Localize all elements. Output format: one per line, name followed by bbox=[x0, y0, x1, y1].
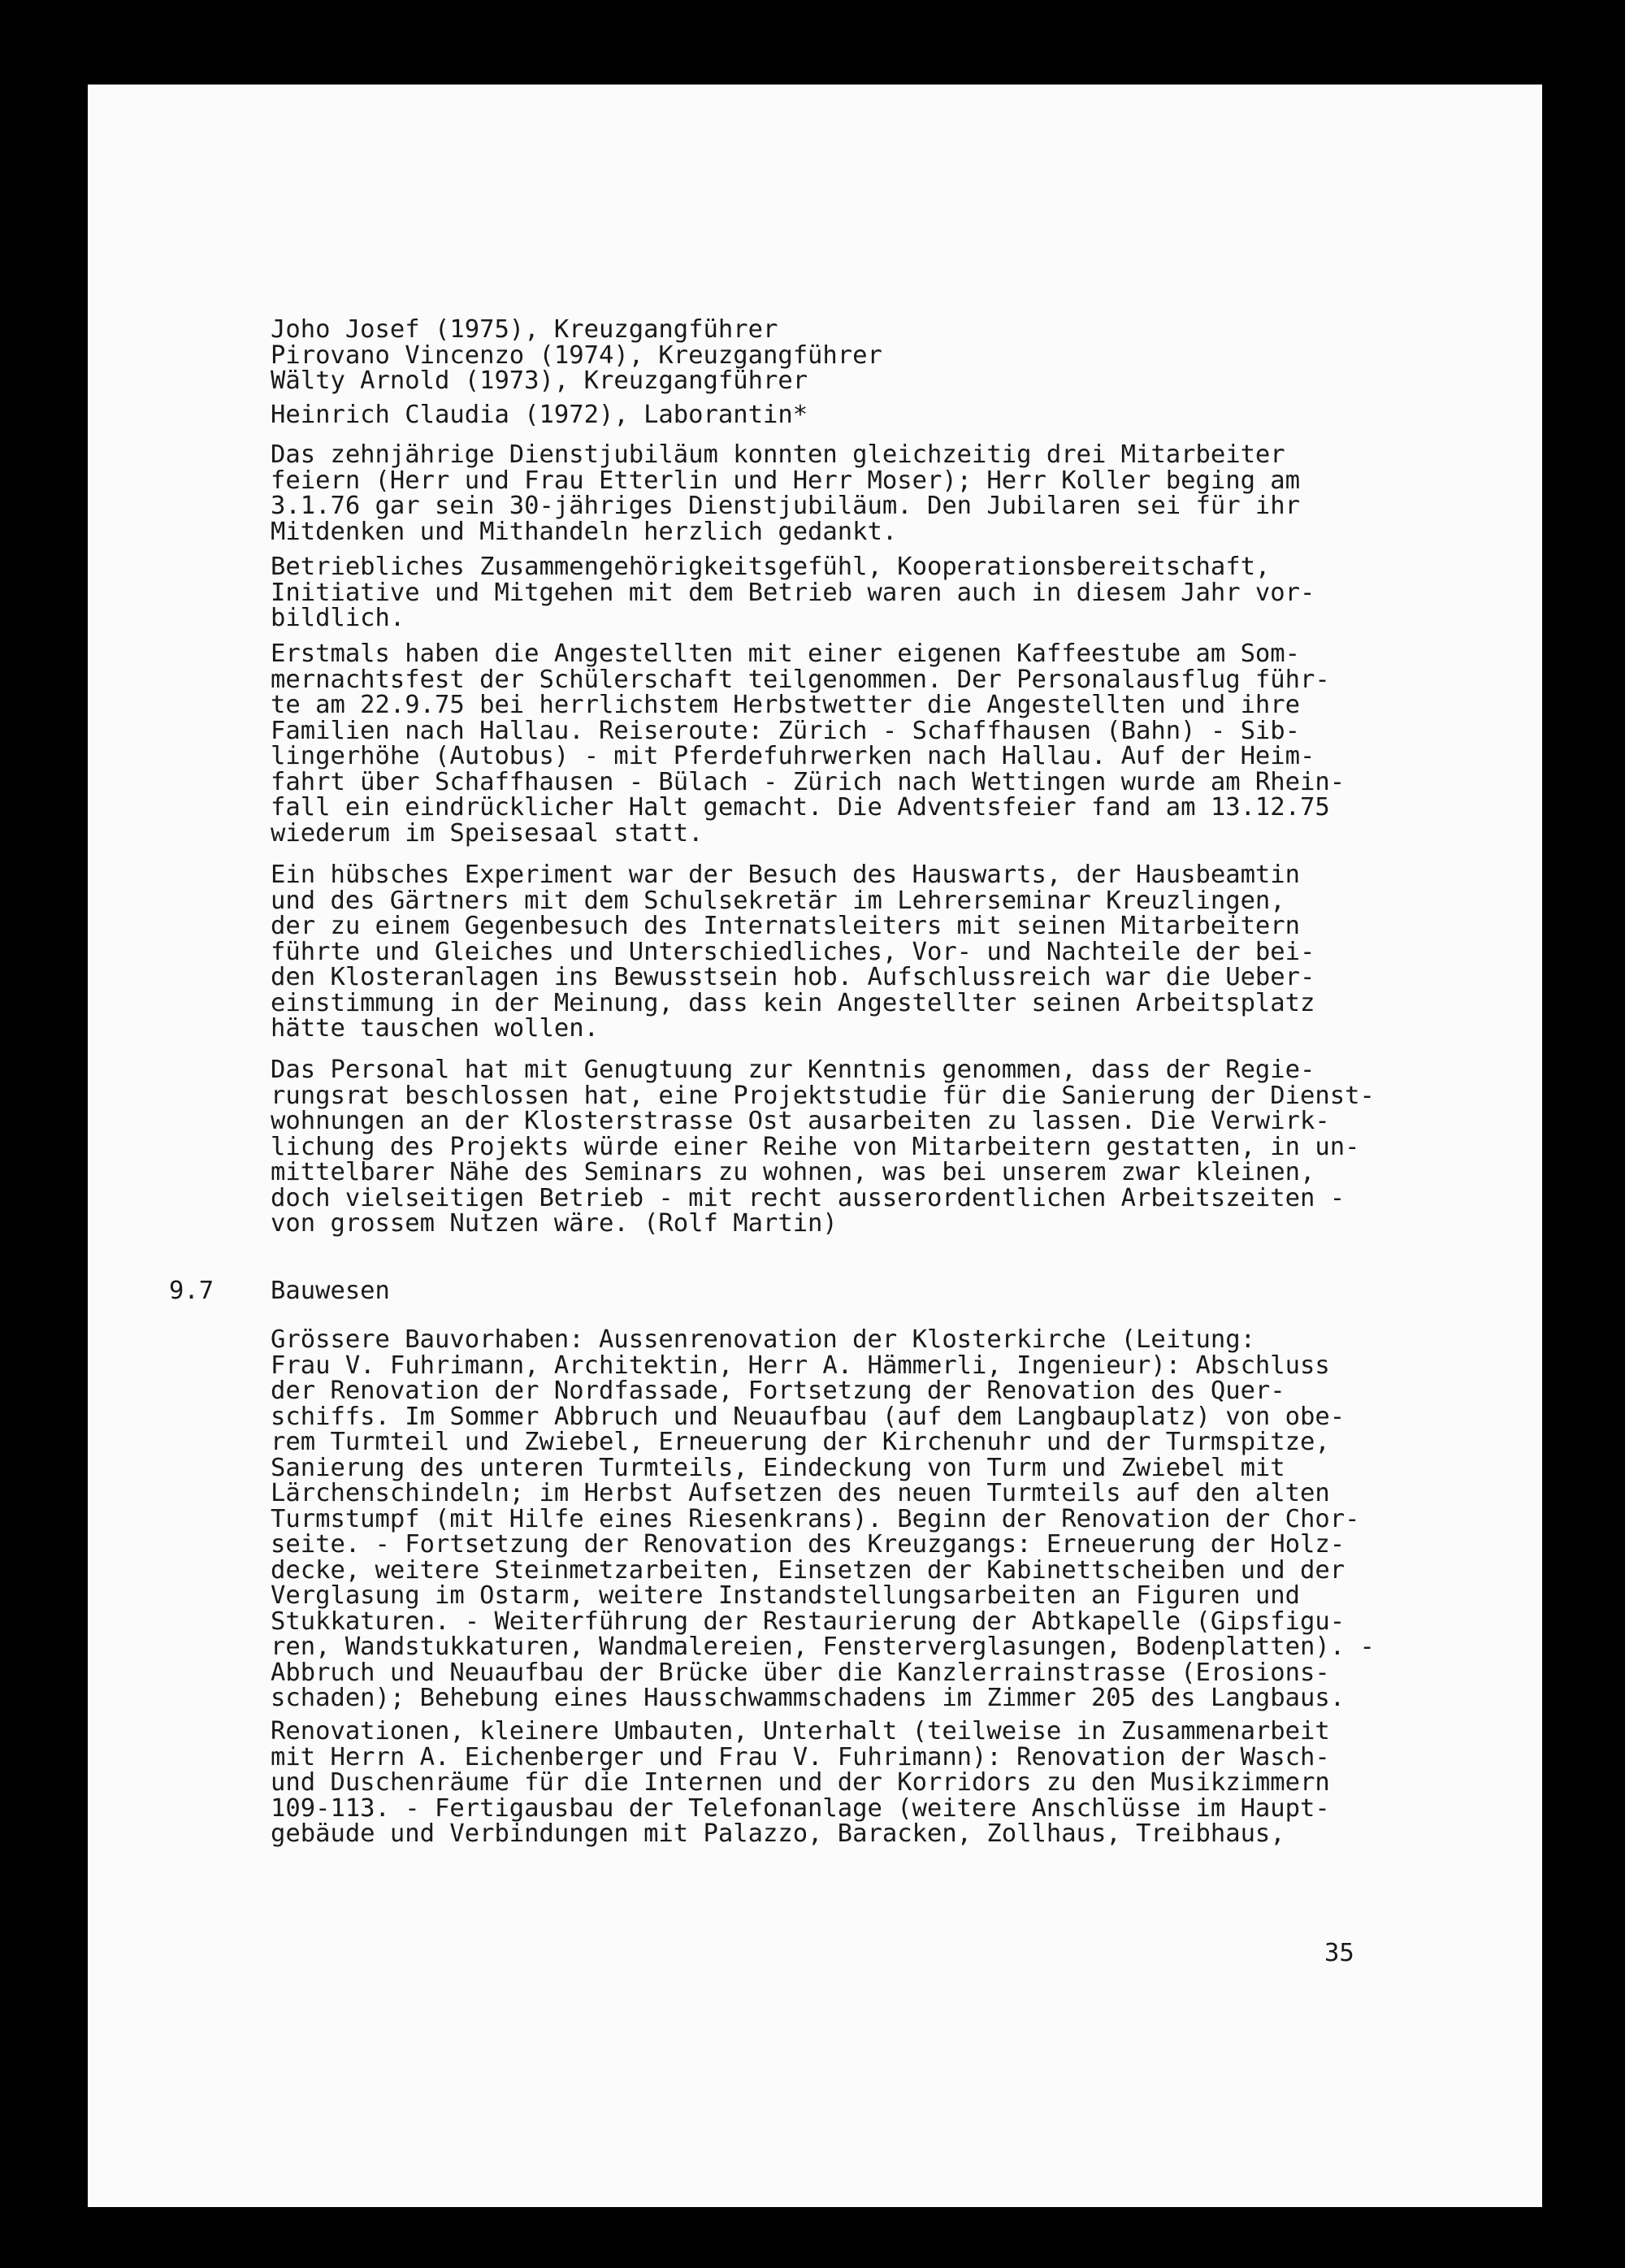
paragraph-line: und des Gärtners mit dem Schulsekretär im Lehrerseminar Kreuzlingen, bbox=[271, 886, 1285, 915]
paragraph-line: rem Turmteil und Zwiebel, Erneuerung der Kirchenuhr und der Turmspitze, bbox=[271, 1428, 1330, 1456]
paragraph-line: Mitdenken und Mithandeln herzlich gedankt. bbox=[271, 517, 898, 546]
paragraph-bauvorhaben bbox=[271, 1327, 1522, 1711]
paragraph-line: der zu einem Gegenbesuch des Internatsleiters mit seinen Mitarbeitern bbox=[271, 912, 1301, 940]
paragraph-line: der Renovation der Nordfassade, Fortsetzung der Renovation des Quer- bbox=[271, 1377, 1285, 1405]
paragraph-line: einstimmung in der Meinung, dass kein Angestellter seinen Arbeitsplatz bbox=[271, 988, 1315, 1017]
paragraph-line: rungsrat beschlossen hat, eine Projektstudie für die Sanierung der Dienst- bbox=[271, 1081, 1375, 1110]
paragraph-line: wohnungen an der Klosterstrasse Ost ausarbeiten zu lassen. Die Verwirk- bbox=[271, 1107, 1330, 1135]
paragraph-line: Das zehnjährige Dienstjubiläum konnten gleichzeitig drei Mitarbeiter bbox=[271, 440, 1285, 469]
staff-line: Pirovano Vincenzo (1974), Kreuzgangführer bbox=[271, 340, 882, 370]
paragraph-line: lichung des Projekts würde einer Reihe von Mitarbeitern gestatten, in un- bbox=[271, 1132, 1360, 1161]
paragraph-line: lingerhöhe (Autobus) - mit Pferdefuhrwerken nach Hallau. Auf der Heim- bbox=[271, 742, 1315, 770]
section-number: 9.7 bbox=[169, 1277, 214, 1305]
page-number: 35 bbox=[1324, 1939, 1354, 1967]
paragraph-line: schiffs. Im Sommer Abbruch und Neuaufbau (auf dem Langbauplatz) von obe- bbox=[271, 1402, 1346, 1431]
paragraph-kaffeestube bbox=[271, 641, 1522, 846]
staff-extra bbox=[271, 402, 1522, 428]
staff-line: Wälty Arnold (1973), Kreuzgangführer bbox=[271, 366, 808, 395]
paragraph-line: bildlich. bbox=[271, 604, 405, 632]
paragraph-line: schaden); Behebung eines Hausschwammschadens im Zimmer 205 des Langbaus. bbox=[271, 1684, 1346, 1712]
paragraph-line: Erstmals haben die Angestellten mit einer eigenen Kaffeestube am Som- bbox=[271, 640, 1301, 668]
paragraph-line: Abbruch und Neuaufbau der Brücke über die Kanzlerrainstrasse (Erosions- bbox=[271, 1658, 1330, 1687]
paragraph-renovationen bbox=[271, 1719, 1522, 1847]
paragraph-line: wiederum im Speisesaal statt. bbox=[271, 818, 704, 848]
paragraph-line: den Klosteranlagen ins Bewusstsein hob. Aufschlussreich war die Ueber- bbox=[271, 963, 1315, 991]
paragraph-line: mernachtsfest der Schülerschaft teilgenommen. Der Personalausflug führ- bbox=[271, 665, 1330, 694]
paragraph-line: und Duschenräume für die Internen und der Korridors zu den Musikzimmern bbox=[271, 1768, 1330, 1797]
paragraph-line: führte und Gleiches und Unterschiedliches, Vor- und Nachteile der bei- bbox=[271, 937, 1315, 966]
paragraph-line: Das Personal hat mit Genugtuung zur Kenntnis genommen, dass der Regie- bbox=[271, 1056, 1315, 1084]
staff-list bbox=[271, 317, 1522, 394]
paragraph-line: Turmstumpf (mit Hilfe eines Riesenkrans). Beginn der Renovation der Chor- bbox=[271, 1504, 1360, 1533]
paragraph-line: seite. - Fortsetzung der Renovation des Kreuzgangs: Erneuerung der Holz- bbox=[271, 1530, 1346, 1559]
paragraph-line: feiern (Herr und Frau Etterlin und Herr Moser); Herr Koller beging am bbox=[271, 466, 1301, 495]
paragraph-line: hätte tauschen wollen. bbox=[271, 1014, 599, 1043]
paragraph-line: mittelbarer Nähe des Seminars zu wohnen, was bei unserem zwar kleinen, bbox=[271, 1158, 1315, 1186]
paragraph-line: decke, weitere Steinmetzarbeiten, Einsetzen der Kabinettscheiben und der bbox=[271, 1555, 1346, 1585]
paragraph-personal bbox=[271, 1057, 1522, 1237]
paragraph-line: doch vielseitigen Betrieb - mit recht ausserordentlichen Arbeitszeiten - bbox=[271, 1183, 1346, 1212]
paragraph-line: te am 22.9.75 bei herrlichstem Herbstwetter die Angestellten und ihre bbox=[271, 691, 1301, 719]
paragraph-line: Stukkaturen. - Weiterführung der Restaurierung der Abtkapelle (Gipsfigu- bbox=[271, 1607, 1346, 1636]
paragraph-line: Renovationen, kleinere Umbauten, Unterhalt (teilweise in Zusammenarbeit bbox=[271, 1717, 1330, 1745]
paragraph-line: mit Herrn A. Eichenberger und Frau V. Fuhrimann): Renovation der Wasch- bbox=[271, 1742, 1330, 1771]
paragraph-line: Verglasung im Ostarm, weitere Instandstellungsarbeiten an Figuren und bbox=[271, 1581, 1301, 1610]
paragraph-zusammengehoerigkeit bbox=[271, 554, 1522, 631]
paragraph-line: Sanierung des unteren Turmteils, Eindeckung von Turm und Zwiebel mit bbox=[271, 1453, 1285, 1482]
paragraph-line: 3.1.76 gar sein 30-jähriges Dienstjubiläum. Den Jubilaren sei für ihr bbox=[271, 492, 1301, 520]
paragraph-line: Initiative und Mitgehen mit dem Betrieb waren auch in diesem Jahr vor- bbox=[271, 578, 1315, 607]
paragraph-line: Familien nach Hallau. Reiseroute: Zürich - Schaffhausen (Bahn) - Sib- bbox=[271, 716, 1301, 745]
paragraph-line: von grossem Nutzen wäre. (Rolf Martin) bbox=[271, 1209, 838, 1238]
paragraph-line: fall ein eindrücklicher Halt gemacht. Die Adventsfeier fand am 13.12.75 bbox=[271, 793, 1330, 822]
staff-line: Joho Josef (1975), Kreuzgangführer bbox=[271, 315, 778, 344]
paragraph-line: fahrt über Schaffhausen - Bülach - Zürich nach Wettingen wurde am Rhein- bbox=[271, 767, 1346, 796]
paragraph-line: Lärchenschindeln; im Herbst Aufsetzen des neuen Turmteils auf den alten bbox=[271, 1479, 1330, 1507]
paragraph-line: gebäude und Verbindungen mit Palazzo, Baracken, Zollhaus, Treibhaus, bbox=[271, 1819, 1285, 1848]
paragraph-experiment bbox=[271, 862, 1522, 1042]
document-page bbox=[88, 85, 1542, 2207]
paragraph-line: Frau V. Fuhrimann, Architektin, Herr A. Hämmerli, Ingenieur): Abschluss bbox=[271, 1351, 1330, 1380]
paragraph-line: Betriebliches Zusammengehörigkeitsgefühl, Kooperationsbereitschaft, bbox=[271, 553, 1271, 581]
staff-line: Heinrich Claudia (1972), Laborantin* bbox=[271, 401, 808, 429]
paragraph-line: 109-113. - Fertigausbau der Telefonanlage (weitere Anschlüsse im Haupt- bbox=[271, 1793, 1330, 1823]
section-title: Bauwesen bbox=[271, 1277, 390, 1305]
paragraph-line: ren, Wandstukkaturen, Wandmalereien, Fensterverglasungen, Bodenplatten). - bbox=[271, 1633, 1375, 1661]
paragraph-jubilaeum bbox=[271, 442, 1522, 544]
paragraph-line: Ein hübsches Experiment war der Besuch des Hauswarts, der Hausbeamtin bbox=[271, 861, 1301, 889]
paragraph-line: Grössere Bauvorhaben: Aussenrenovation der Klosterkirche (Leitung: bbox=[271, 1325, 1255, 1354]
